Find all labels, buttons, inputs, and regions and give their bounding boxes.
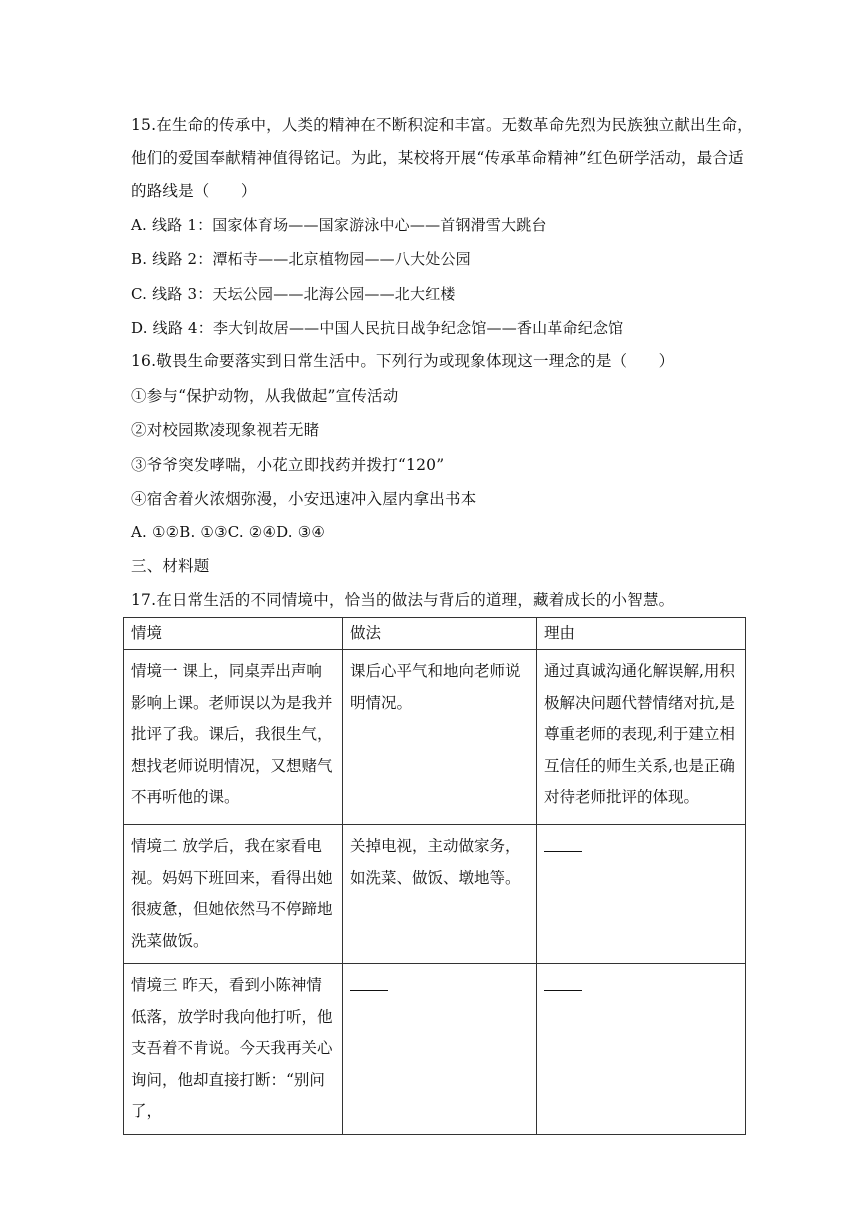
q15-option-a: A. 线路 1：国家体育场——国家游泳中心——首钢滑雪大跳台 (131, 216, 547, 234)
situation-cell: 情境三 昨天，看到小陈神情低落，放学时我向他打听，他支吾着不肯说。今天我再关心询问，他却直接打断：“别问了， (124, 964, 343, 1135)
action-cell (343, 964, 537, 1135)
q16-item-2: ②对校园欺凌现象视若无睹 (131, 421, 320, 439)
q16-item-4: ④宿舍着火浓烟弥漫，小安迅速冲入屋内拿出书本 (131, 490, 477, 508)
q15-option-b: B. 线路 2：潭柘寺——北京植物园——八大处公园 (131, 250, 471, 268)
q15-stem-line-2: 他们的爱国奉献精神值得铭记。为此，某校将开展“传承革命精神”红色研学活动，最合适 (131, 149, 744, 167)
reason-cell: 通过真诚沟通化解误解,用积极解决问题代替情绪对抗,是尊重老师的表现,利于建立相互信任的师生关系,也是正确对待老师批评的体现。 (537, 650, 746, 825)
reason-cell (537, 825, 746, 964)
q16-stem: 16.敬畏生命要落实到日常生活中。下列行为或现象体现这一理念的是（ ） (131, 352, 675, 370)
table-row (124, 650, 746, 825)
q15-option-c: C. 线路 3：天坛公园——北海公园——北大红楼 (131, 285, 456, 303)
reason-cell (537, 964, 746, 1135)
q17-stem: 17.在日常生活的不同情境中，恰当的做法与背后的道理，藏着成长的小智慧。 (131, 591, 675, 609)
q16-item-1: ①参与“保护动物，从我做起”宣传活动 (131, 387, 399, 405)
answer-blank[interactable] (544, 970, 582, 991)
action-cell: 关掉电视，主动做家务，如洗菜、做饭、墩地等。 (343, 825, 537, 964)
header-situation: 情境 (124, 618, 343, 650)
q16-item-3: ③爷爷突发哮喘，小花立即找药并拨打“120” (131, 456, 445, 474)
answer-blank[interactable] (350, 970, 388, 991)
header-action: 做法 (343, 618, 537, 650)
q15-stem-line-3: 的路线是（ ） (131, 182, 257, 200)
q17-table (123, 617, 746, 1135)
section-heading: 三、材料题 (131, 557, 210, 575)
table-row (124, 964, 746, 1135)
answer-blank[interactable] (544, 831, 582, 852)
header-reason: 理由 (537, 618, 746, 650)
q16-choices: A. ①②B. ①③C. ②④D. ③④ (131, 523, 326, 541)
situation-cell: 情境一 课上，同桌弄出声响影响上课。老师误以为是我并批评了我。课后，我很生气，想找老师说明情况，又想赌气不再听他的课。 (124, 650, 343, 825)
q15-option-d: D. 线路 4：李大钊故居——中国人民抗日战争纪念馆——香山革命纪念馆 (131, 319, 624, 337)
table-header-row (124, 618, 746, 650)
situation-cell: 情境二 放学后，我在家看电视。妈妈下班回来，看得出她很疲惫，但她依然马不停蹄地洗菜做饭。 (124, 825, 343, 964)
action-cell: 课后心平气和地向老师说明情况。 (343, 650, 537, 825)
q15-stem-line-1: 15.在生命的传承中，人类的精神在不断积淀和丰富。无数革命先烈为民族独立献出生命， (131, 116, 753, 134)
table-row (124, 825, 746, 964)
